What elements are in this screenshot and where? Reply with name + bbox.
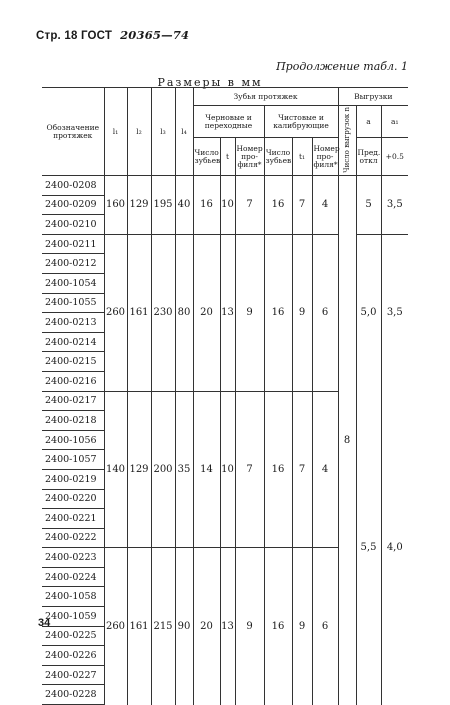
- value-finish-t: 9: [292, 234, 312, 391]
- value-finish-count: 16: [264, 391, 292, 548]
- table-head: [42, 88, 408, 176]
- value-finish-profile: 6: [312, 234, 338, 391]
- designation-cell: 2400-1055: [42, 293, 104, 313]
- value-rough-count: 14: [193, 391, 220, 548]
- sizes-title: Размеры в мм: [157, 76, 263, 89]
- head-relief-group: Выгрузки: [338, 88, 408, 106]
- designation-cell: 2400-0214: [42, 332, 104, 352]
- value-rough-count: 20: [193, 548, 220, 705]
- designation-cell: 2400-1057: [42, 450, 104, 470]
- value-rough-t: 10: [220, 176, 235, 235]
- designation-cell: 2400-1058: [42, 587, 104, 607]
- continuation-note: Продолжение табл. 1: [276, 60, 408, 73]
- designation-cell: 2400-0227: [42, 665, 104, 685]
- value-finish-profile: 4: [312, 391, 338, 548]
- head-a1: a₁: [381, 106, 408, 138]
- value-a1-lower: 4,0: [381, 391, 408, 705]
- designation-cell: 2400-0210: [42, 215, 104, 235]
- designation-cell: 2400-0219: [42, 469, 104, 489]
- designation-cell: 2400-0213: [42, 313, 104, 333]
- value-rough-count: 16: [193, 176, 220, 235]
- value-l4: 35: [175, 391, 193, 548]
- designation-cell: 2400-1054: [42, 273, 104, 293]
- value-a: 5,0: [356, 234, 381, 391]
- head-designation: Обозначение протяжек: [42, 88, 104, 176]
- value-l3: 195: [151, 176, 175, 235]
- value-a1: 3,5: [381, 176, 408, 235]
- value-rough-profile: 9: [235, 234, 264, 391]
- designation-cell: 2400-0225: [42, 626, 104, 646]
- designation-cell: 2400-0218: [42, 411, 104, 431]
- head-finish-profile: Номер про-филя*: [312, 138, 338, 176]
- value-rough-count: 20: [193, 234, 220, 391]
- head-tol: +0.5: [381, 138, 408, 176]
- head-relief-count: Число выгрузок n: [338, 106, 356, 176]
- table-body: [42, 176, 408, 705]
- value-a: 5: [356, 176, 381, 235]
- head-teeth-group: Зубья протяжек: [193, 88, 338, 106]
- value-a-lower: 5,5: [356, 391, 381, 705]
- value-l3: 230: [151, 234, 175, 391]
- value-l1: 160: [104, 176, 127, 235]
- value-finish-count: 16: [264, 176, 292, 235]
- head-finish: Чистовые и калибрующие: [264, 106, 338, 138]
- broach-table: [42, 87, 408, 705]
- designation-cell: 2400-0211: [42, 234, 104, 254]
- value-l3: 215: [151, 548, 175, 705]
- value-a1: 3,5: [381, 234, 408, 391]
- page-header: [36, 28, 189, 42]
- value-l4: 40: [175, 176, 193, 235]
- value-l2: 129: [127, 391, 151, 548]
- designation-cell: 2400-0215: [42, 352, 104, 372]
- designation-cell: 2400-1056: [42, 430, 104, 450]
- designation-cell: 2400-0222: [42, 528, 104, 548]
- value-rough-profile: 7: [235, 391, 264, 548]
- value-rough-profile: 7: [235, 176, 264, 235]
- value-rough-t: 13: [220, 548, 235, 705]
- designation-cell: 2400-0228: [42, 685, 104, 705]
- value-finish-count: 16: [264, 548, 292, 705]
- value-rough-t: 10: [220, 391, 235, 548]
- head-finish-count: Число зубьев: [264, 138, 292, 176]
- page-label: Стр. 18 ГОСТ: [36, 30, 113, 42]
- value-rough-profile: 9: [235, 548, 264, 705]
- value-l2: 129: [127, 176, 151, 235]
- designation-cell: 2400-0221: [42, 509, 104, 529]
- head-rough-count: Число зубьев: [193, 138, 220, 176]
- head-l4: l₄: [175, 88, 193, 176]
- value-finish-t: 7: [292, 176, 312, 235]
- head-pred: Пред. откл: [356, 138, 381, 176]
- head-l2: l₂: [127, 88, 151, 176]
- designation-cell: 2400-0220: [42, 489, 104, 509]
- value-l1: 260: [104, 234, 127, 391]
- value-l1: 140: [104, 391, 127, 548]
- designation-cell: 2400-0212: [42, 254, 104, 274]
- value-l2: 161: [127, 548, 151, 705]
- standard-number: 20365—74: [120, 28, 190, 42]
- designation-cell: 2400-1059: [42, 607, 104, 627]
- value-finish-t: 9: [292, 548, 312, 705]
- relief-count-value: 8: [338, 176, 356, 705]
- designation-cell: 2400-0226: [42, 646, 104, 666]
- value-l2: 161: [127, 234, 151, 391]
- value-l1: 260: [104, 548, 127, 705]
- designation-cell: 2400-0216: [42, 371, 104, 391]
- value-l4: 80: [175, 234, 193, 391]
- head-l1: l₁: [104, 88, 127, 176]
- head-a: a: [356, 106, 381, 138]
- designation-cell: 2400-0224: [42, 567, 104, 587]
- value-l3: 200: [151, 391, 175, 548]
- head-rough-t: t: [220, 138, 235, 176]
- value-l4: 90: [175, 548, 193, 705]
- designation-cell: 2400-0208: [42, 176, 104, 196]
- value-finish-profile: 4: [312, 176, 338, 235]
- head-rough: Черновые и переходные: [193, 106, 264, 138]
- value-finish-profile: 6: [312, 548, 338, 705]
- table-row: [42, 176, 408, 196]
- head-l3: l₃: [151, 88, 175, 176]
- head-rough-profile: Номер про-филя*: [235, 138, 264, 176]
- value-finish-count: 16: [264, 234, 292, 391]
- page-number: 34: [38, 617, 51, 629]
- head-finish-t: t₁: [292, 138, 312, 176]
- designation-cell: 2400-0217: [42, 391, 104, 411]
- designation-cell: 2400-0209: [42, 195, 104, 215]
- value-rough-t: 13: [220, 234, 235, 391]
- designation-cell: 2400-0223: [42, 548, 104, 568]
- value-finish-t: 7: [292, 391, 312, 548]
